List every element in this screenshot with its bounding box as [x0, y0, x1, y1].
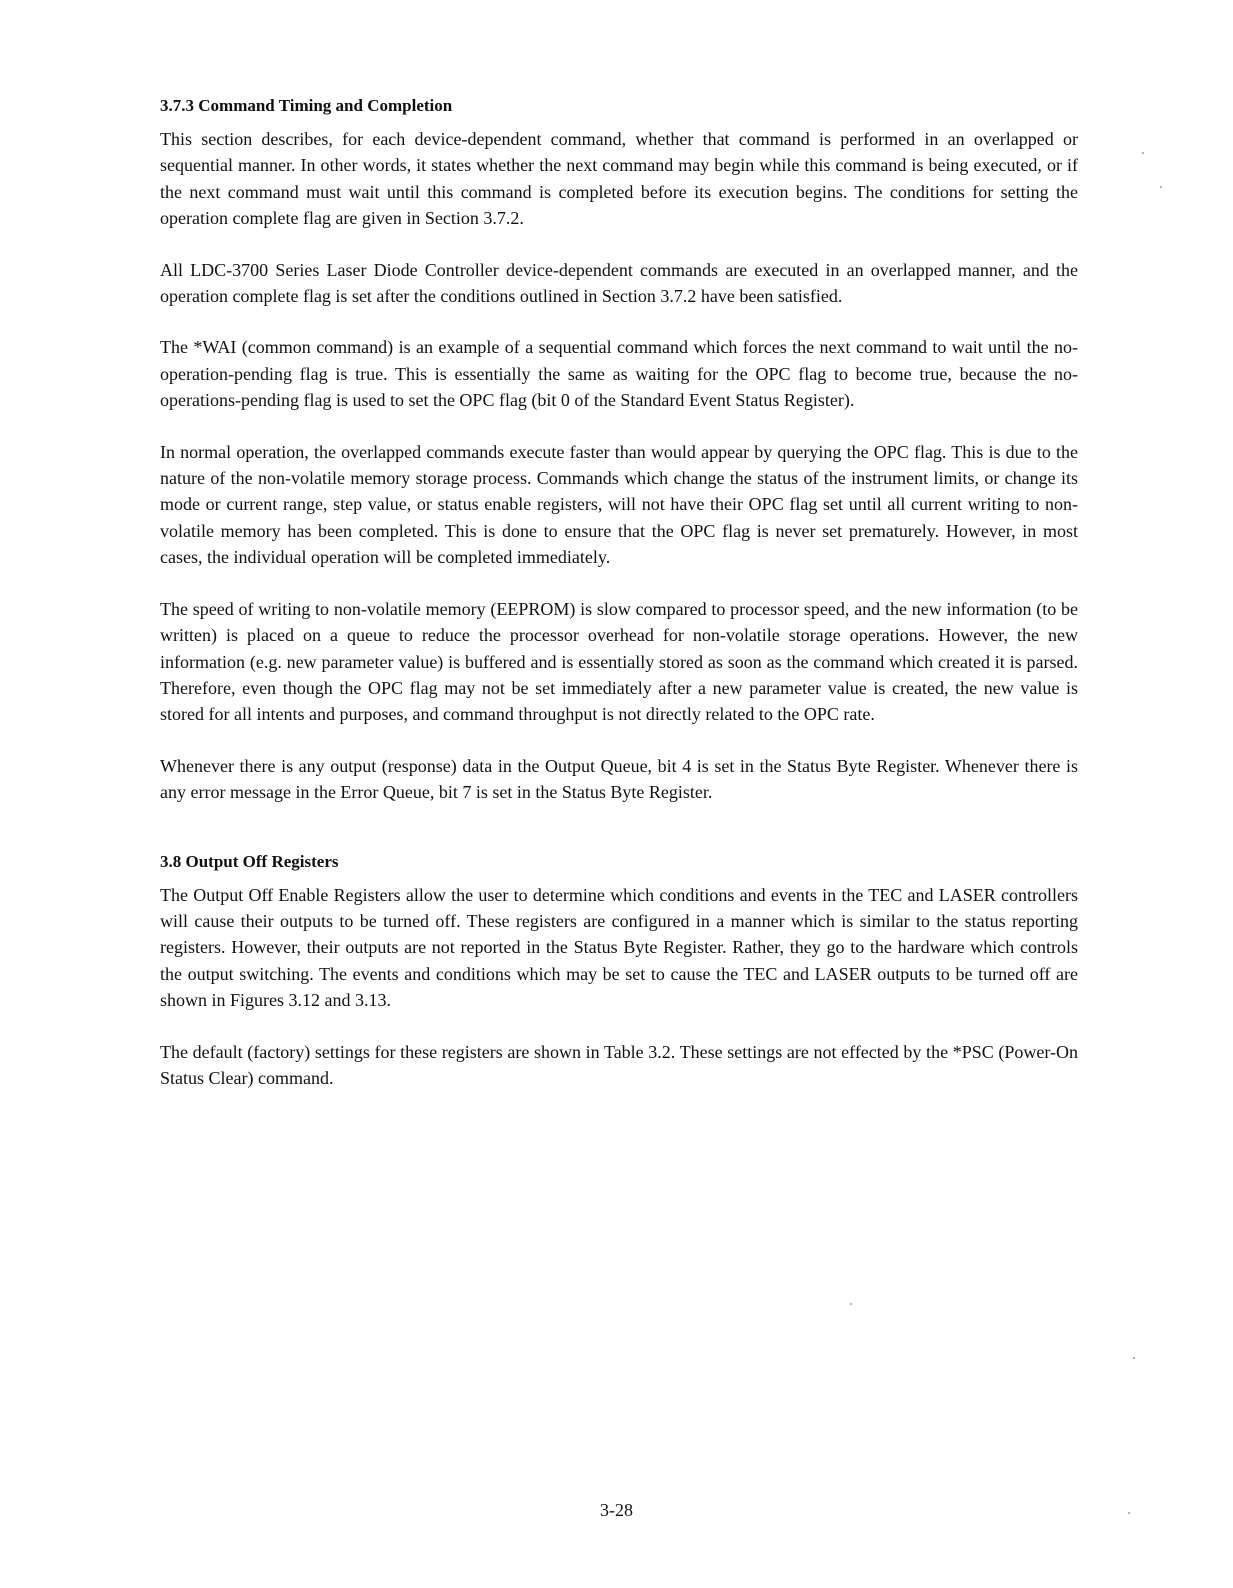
scan-speck: [1160, 186, 1162, 188]
paragraph: Whenever there is any output (response) data in the Output Queue, bit 4 is set in the Status Byte Register. Whenever there is any error message in the Error Queue, bit 7 is set in the Status Byte Register.: [160, 755, 1078, 803]
section-heading-output-off-registers: 3.8 Output Off Registers: [160, 851, 339, 871]
scan-speck: [1128, 1512, 1130, 1514]
paragraph: All LDC-3700 Series Laser Diode Controller device-dependent commands are executed in an overlapped manner, and the operation complete flag is set after the conditions outlined in Section 3.7.2 have been satisfied.: [160, 259, 1078, 307]
paragraph: The speed of writing to non-volatile memory (EEPROM) is slow compared to processor speed, and the new information (to be written) is placed on a queue to reduce the processor overhead for non-volatile storage operations. However, the new information (e.g. new parameter value) is buffered and is essentially stored as soon as the command which created it is parsed. Therefore, even though the OPC flag may not be set immediately after a new parameter value is created, the new value is stored for all intents and purposes, and command throughput is not directly related to the OPC rate.: [160, 598, 1078, 725]
scan-speck: [1142, 152, 1144, 154]
paragraph: The default (factory) settings for these registers are shown in Table 3.2. These settings are not effected by the *PSC (Power-On Status Clear) command.: [160, 1041, 1078, 1088]
scan-speck: [1133, 1357, 1135, 1359]
scan-speck: [850, 1303, 852, 1305]
paragraph: In normal operation, the overlapped commands execute faster than would appear by querying the OPC flag. This is due to the nature of the non-volatile memory storage process. Commands which change the status of the instrument limits, or change its mode or current range, step value, or status enable registers, will not have their OPC flag set until all current writing to non-volatile memory has been completed. This is done to ensure that the OPC flag is never set prematurely. However, in most cases, the individual operation will be completed immediately.: [160, 441, 1078, 568]
section-heading-command-timing: 3.7.3 Command Timing and Completion: [160, 96, 453, 115]
paragraph: The *WAI (common command) is an example of a sequential command which forces the next command to wait until the no-operation-pending flag is true. This is essentially the same as waiting for the OPC flag to become true, because the no-operations-pending flag is used to set the OPC flag (bit 0 of the Standard Event Status Register).: [160, 337, 1078, 411]
page-content: [160, 94, 1078, 1116]
paragraph: This section describes, for each device-dependent command, whether that command is performed in an overlapped or sequential manner. In other words, it states whether the next command may begin while this command is being executed, or if the next command must wait until this command is completed before its execution begins. The conditions for setting the operation complete flag are given in Section 3.7.2.: [160, 129, 1078, 229]
page-number: 3-28: [600, 1500, 633, 1520]
paragraph: The Output Off Enable Registers allow the user to determine which conditions and events in the TEC and LASER controllers will cause their outputs to be turned off. These registers are configured in a manner which is similar to the status reporting registers. However, their outputs are not reported in the Status Byte Register. Rather, they go to the hardware which controls the output switching. The events and conditions which may be set to cause the TEC and LASER outputs to be turned off are shown in Figures 3.12 and 3.13.: [160, 884, 1078, 1011]
